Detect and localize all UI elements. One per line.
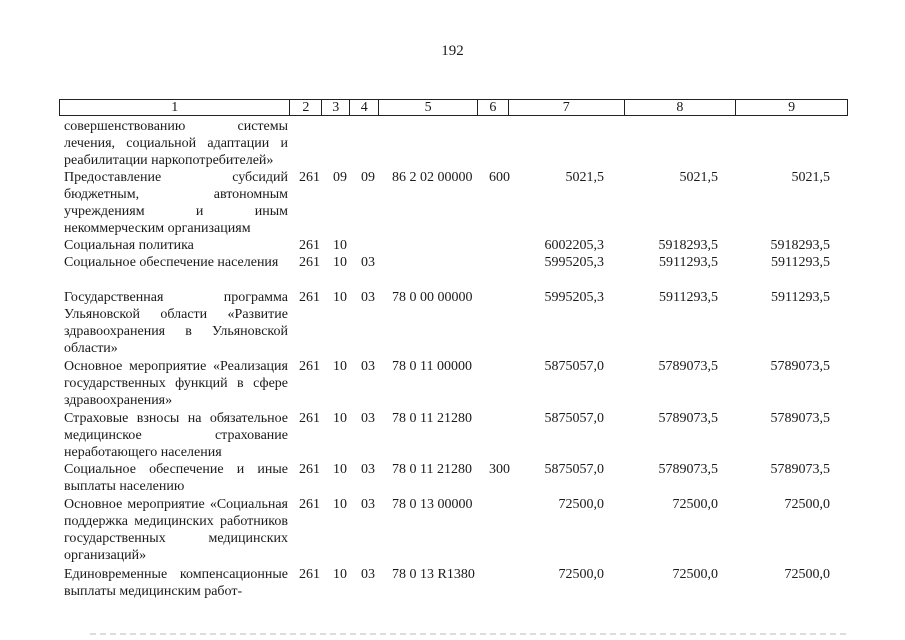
table-header <box>59 99 848 116</box>
row-amount-8: 72500,0 <box>672 567 718 582</box>
row-code-subsection: 03 <box>361 497 375 512</box>
header-col-7: 7 <box>509 100 625 115</box>
row-expense-type: 300 <box>489 462 510 477</box>
row-description: Социальное обеспечение населения <box>64 255 279 270</box>
row-code-admin: 261 <box>299 238 320 253</box>
row-amount-8: 5911293,5 <box>659 255 718 270</box>
header-col-3: 3 <box>322 100 350 115</box>
row-code-admin: 261 <box>299 462 320 477</box>
header-col-9: 9 <box>788 100 796 115</box>
row-code-subsection: 03 <box>361 359 375 374</box>
row-description: Единовременные компенсационные выплаты медицинским работ- <box>64 567 288 599</box>
row-code-section: 10 <box>333 255 347 270</box>
row-expense-type: 600 <box>489 170 510 185</box>
row-amount-9: 72500,0 <box>784 497 830 512</box>
scan-artifact-line <box>90 633 850 635</box>
row-amount-7: 5875057,0 <box>544 359 604 374</box>
header-col-5: 5 <box>379 100 478 115</box>
row-code-admin: 261 <box>299 170 320 185</box>
row-amount-7: 5021,5 <box>565 170 604 185</box>
row-code-section: 10 <box>333 411 347 426</box>
header-col-2: 2 <box>290 100 322 115</box>
row-amount-7: 72500,0 <box>558 567 604 582</box>
row-amount-9: 5918293,5 <box>770 238 830 253</box>
header-col-6: 6 <box>478 100 509 115</box>
row-target-article: 78 0 11 21280 <box>392 411 472 426</box>
row-amount-7: 5875057,0 <box>544 462 604 477</box>
page-number: 192 <box>441 43 464 59</box>
row-code-subsection: 03 <box>361 255 375 270</box>
row-code-subsection: 03 <box>361 290 375 305</box>
row-amount-7: 5995205,3 <box>544 290 604 305</box>
row-code-subsection: 03 <box>361 462 375 477</box>
row-code-section: 10 <box>333 359 347 374</box>
header-col-4: 4 <box>350 100 379 115</box>
row-description: Государственная программа Ульяновской области «Развитие здравоохранения в Ульяновской области» <box>64 290 288 356</box>
row-code-admin: 261 <box>299 359 320 374</box>
row-code-section: 10 <box>333 290 347 305</box>
row-description: Социальная политика <box>64 238 194 253</box>
row-amount-9: 72500,0 <box>784 567 830 582</box>
row-amount-9: 5911293,5 <box>771 290 830 305</box>
row-code-subsection: 03 <box>361 567 375 582</box>
row-amount-9: 5911293,5 <box>771 255 830 270</box>
row-code-section: 10 <box>333 462 347 477</box>
row-amount-8: 5789073,5 <box>658 359 718 374</box>
row-target-article: 78 0 11 00000 <box>392 359 472 374</box>
header-col-1: 1 <box>60 100 290 115</box>
row-description: Страховые взносы на обязательное медицинское страхование неработающего населения <box>64 411 288 460</box>
row-target-article: 78 0 11 21280 <box>392 462 472 477</box>
row-amount-9: 5021,5 <box>791 170 830 185</box>
row-description: совершенствованию системы лечения, социальной адаптации и реабилитации наркопотребителей» <box>64 119 288 168</box>
row-description: Предоставление субсидий бюджетным, автономным учреждениям и иным некоммерческим организациям <box>64 170 288 236</box>
row-code-admin: 261 <box>299 497 320 512</box>
row-amount-9: 5789073,5 <box>770 462 830 477</box>
row-amount-7: 5995205,3 <box>544 255 604 270</box>
row-code-section: 10 <box>333 238 347 253</box>
row-amount-8: 5789073,5 <box>658 462 718 477</box>
row-code-section: 10 <box>333 497 347 512</box>
row-amount-8: 5918293,5 <box>658 238 718 253</box>
row-code-section: 09 <box>333 170 347 185</box>
row-amount-8: 5911293,5 <box>659 290 718 305</box>
row-target-article: 86 2 02 00000 <box>392 170 473 185</box>
row-code-admin: 261 <box>299 255 320 270</box>
row-target-article: 78 0 13 R1380 <box>392 567 475 582</box>
row-amount-7: 72500,0 <box>558 497 604 512</box>
row-code-subsection: 09 <box>361 170 375 185</box>
row-description: Социальное обеспечение и иные выплаты населению <box>64 462 288 494</box>
header-col-8: 8 <box>625 100 737 115</box>
row-target-article: 78 0 13 00000 <box>392 497 473 512</box>
row-amount-8: 5789073,5 <box>658 411 718 426</box>
row-code-admin: 261 <box>299 567 320 582</box>
row-amount-7: 6002205,3 <box>544 238 604 253</box>
row-code-subsection: 03 <box>361 411 375 426</box>
row-amount-9: 5789073,5 <box>770 411 830 426</box>
row-code-section: 10 <box>333 567 347 582</box>
row-amount-8: 5021,5 <box>679 170 718 185</box>
row-description: Основное мероприятие «Социальная поддержка медицинских работников государственных медицинских организаций» <box>64 497 288 563</box>
row-description: Основное мероприятие «Реализация государственных функций в сфере здравоохранения» <box>64 359 288 408</box>
row-code-admin: 261 <box>299 290 320 305</box>
row-code-admin: 261 <box>299 411 320 426</box>
row-amount-7: 5875057,0 <box>544 411 604 426</box>
row-amount-9: 5789073,5 <box>770 359 830 374</box>
row-target-article: 78 0 00 00000 <box>392 290 473 305</box>
row-amount-8: 72500,0 <box>672 497 718 512</box>
